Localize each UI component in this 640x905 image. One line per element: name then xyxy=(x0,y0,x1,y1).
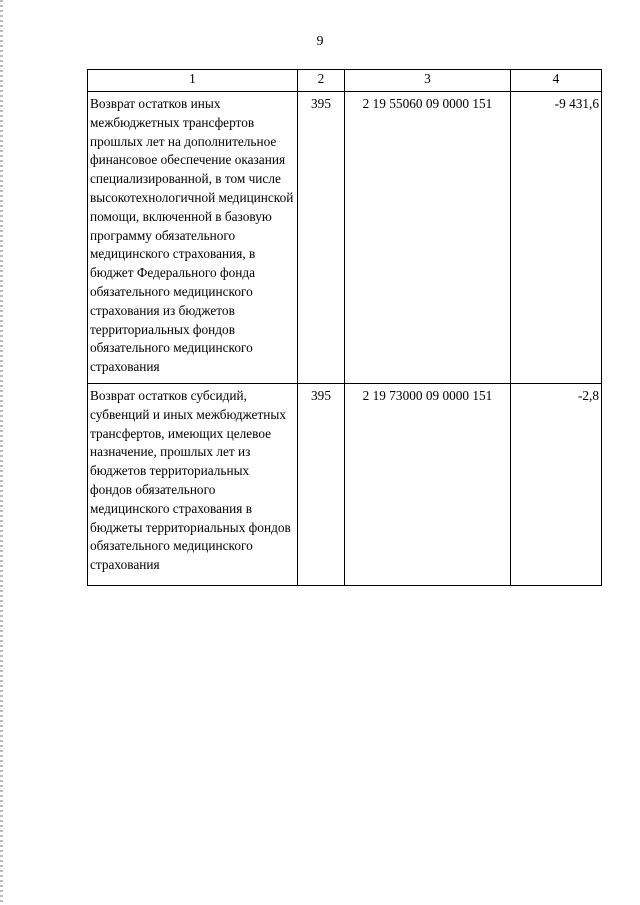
table-row xyxy=(88,383,602,585)
header-col-1: 1 xyxy=(88,70,298,92)
row-description: Возврат остатков субсидий, субвенций и иных межбюджетных трансфертов, имеющих целевое назначение, прошлых лет из бюджетов территориальных фондов обязательного медицинского страхования в бюджеты территориальных фондов обязательного медицинского страхования xyxy=(88,383,298,585)
header-col-4: 4 xyxy=(511,70,602,92)
header-col-3: 3 xyxy=(345,70,511,92)
table-header-row xyxy=(88,70,602,92)
row-budget-classification-code: 2 19 73000 09 0000 151 xyxy=(345,383,511,585)
row-budget-classification-code: 2 19 55060 09 0000 151 xyxy=(345,92,511,384)
row-admin-code: 395 xyxy=(298,383,345,585)
scan-edge-artifact xyxy=(0,0,3,905)
header-col-2: 2 xyxy=(298,70,345,92)
table-row xyxy=(88,92,602,384)
row-description: Возврат остатков иных межбюджетных трансфертов прошлых лет на дополнительное финансовое обеспечение оказания специализированной, в том числе высокотехнологичной медицинской помощи, включенной в базовую программу обязательного медицинского страхования, в бюджет Федерального фонда обязательного медицинского страхования из бюджетов территориальных фондов обязательного медицинского страхования xyxy=(88,92,298,384)
row-amount: -2,8 xyxy=(511,383,602,585)
budget-table xyxy=(87,69,602,586)
row-amount: -9 431,6 xyxy=(511,92,602,384)
page-number: 9 xyxy=(316,34,324,49)
row-admin-code: 395 xyxy=(298,92,345,384)
